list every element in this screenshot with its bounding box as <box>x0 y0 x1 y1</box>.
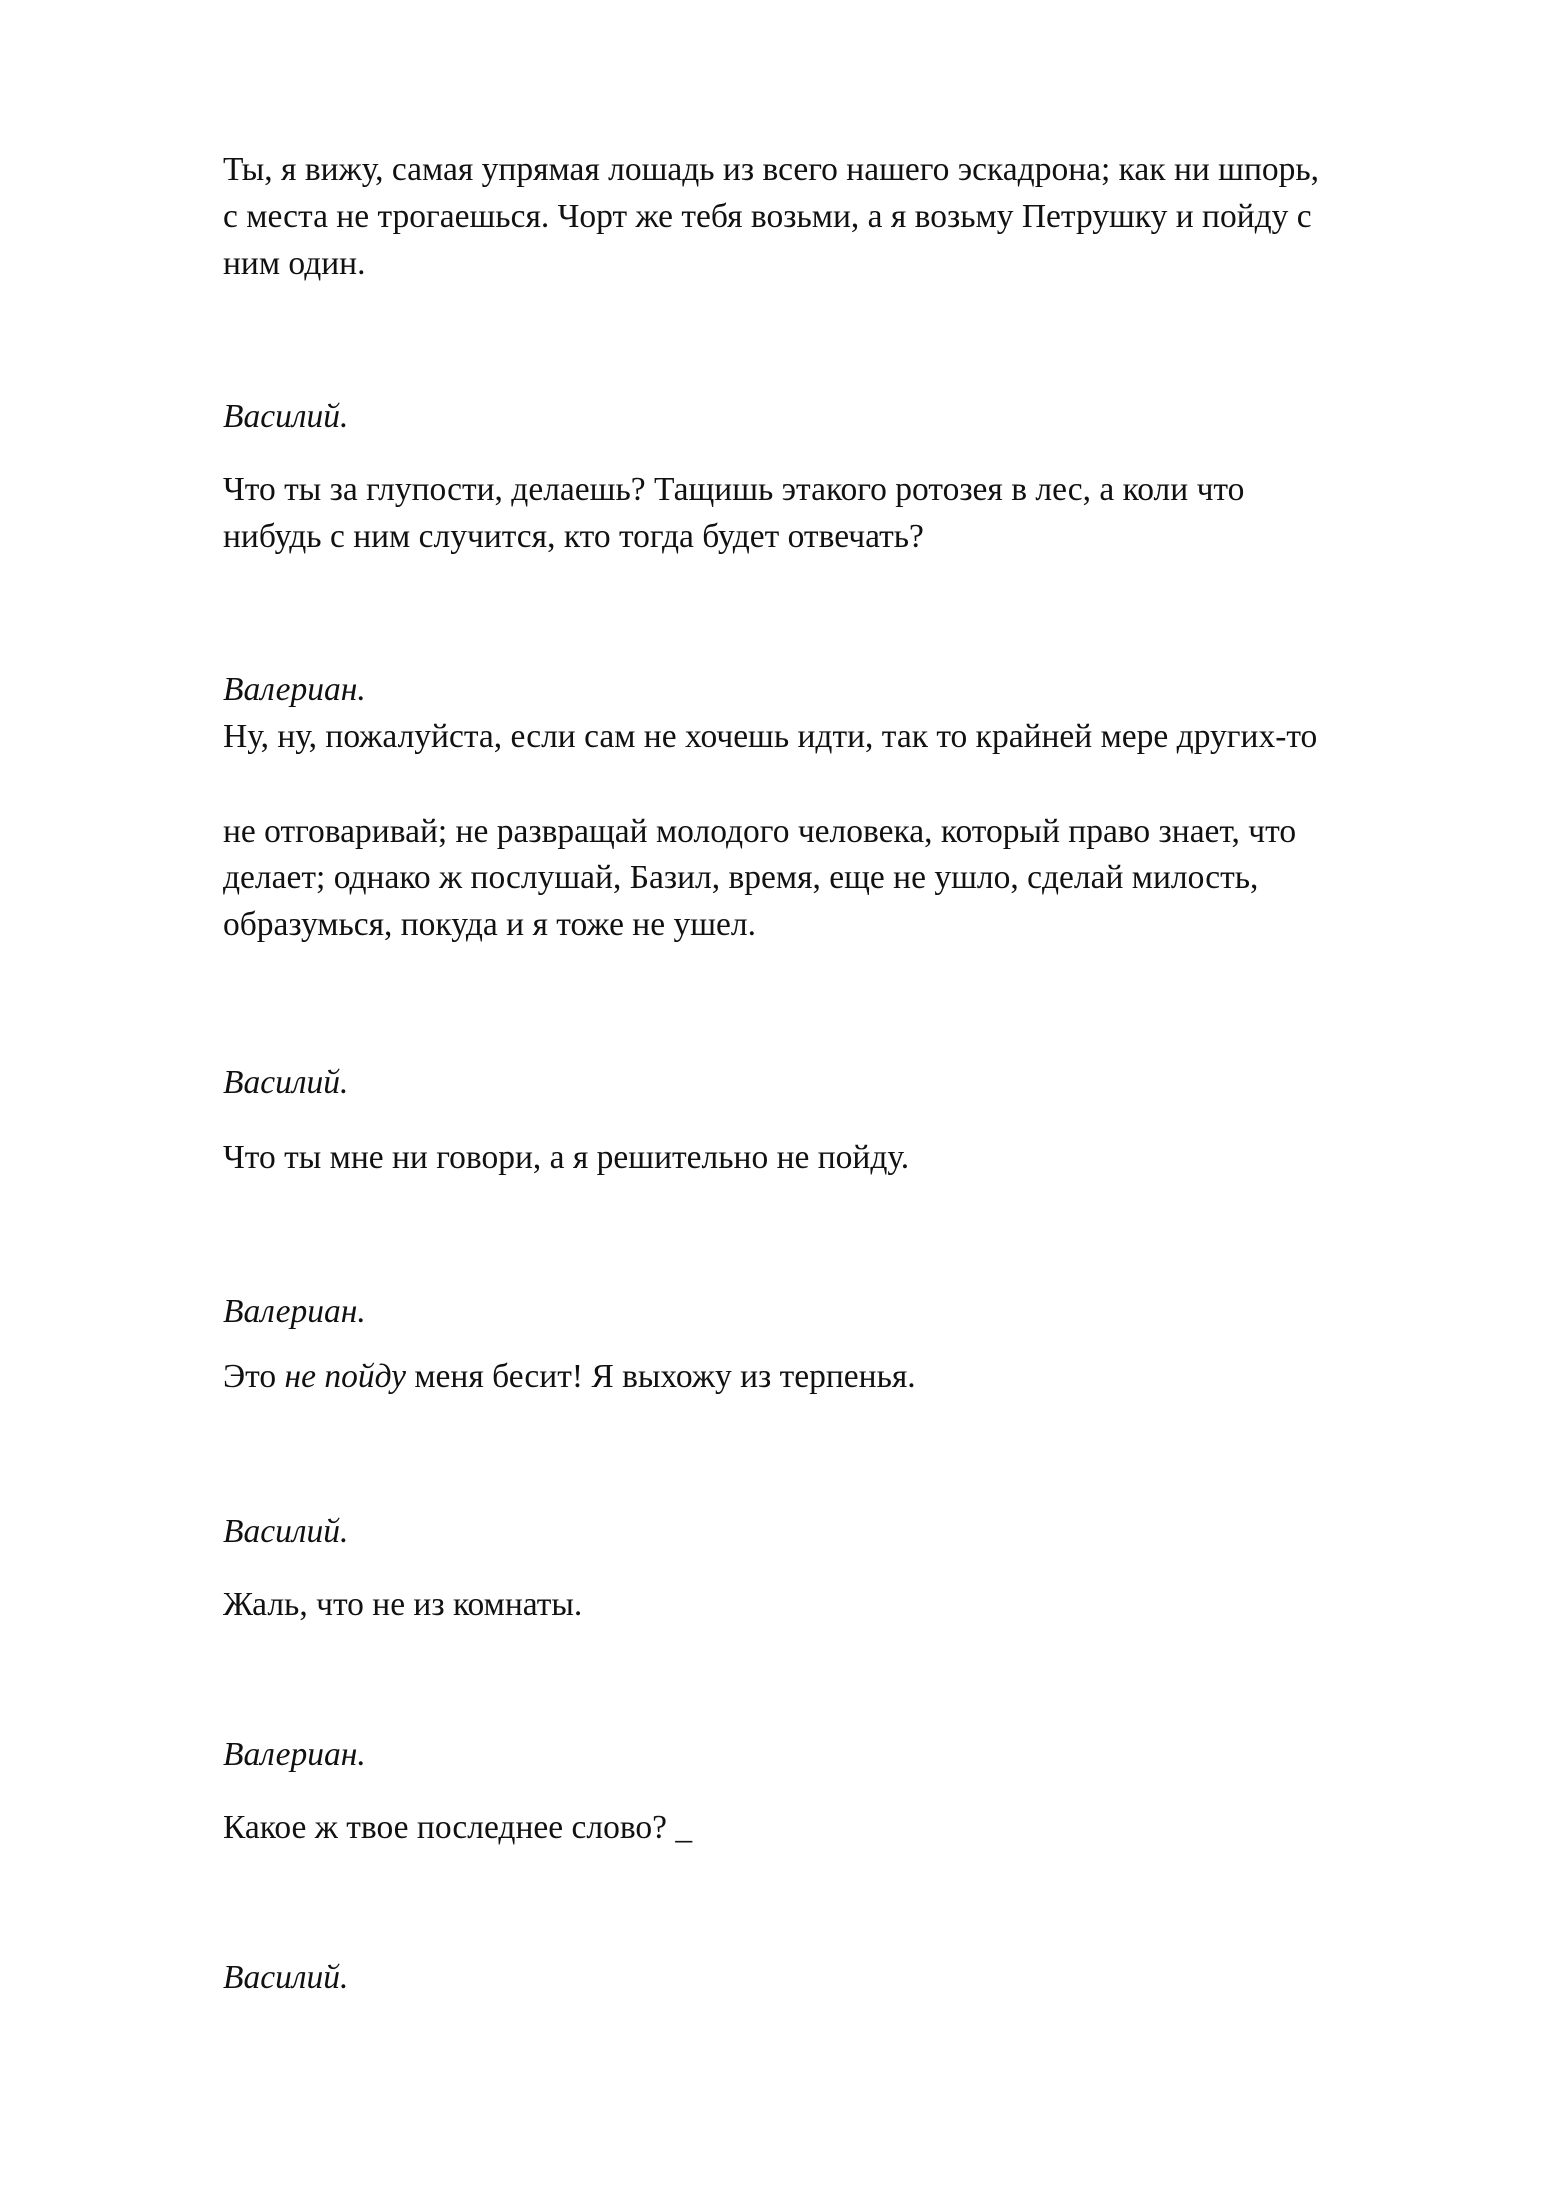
speaker-name: Василий. <box>223 1064 349 1101</box>
speech-line: Ты, я вижу, самая упрямая лошадь из всего нашего эскадрона; как ни шпорь, <box>223 151 1320 188</box>
speech-line: делает; однако ж послушай, Базил, время, еще не ушло, сделай милость, <box>223 859 1259 896</box>
speaker-name: Валериан. <box>223 1736 366 1773</box>
speech-line: Что ты мне ни говори, а я решительно не пойду. <box>223 1139 910 1176</box>
speech-text: меня бесит! Я выхожу из терпенья. <box>405 1358 916 1395</box>
speech-line: Какое ж твое последнее слово? _ <box>223 1809 693 1846</box>
speech-line: образумься, покуда и я тоже не ушел. <box>223 906 756 943</box>
speaker-name: Василий. <box>223 398 349 435</box>
speech-line: не отговаривай; не развращай молодого человека, который право знает, что <box>223 813 1297 850</box>
speech-line: ним один. <box>223 245 366 282</box>
speech-line: с места не трогаешься. Чорт же тебя возьми, а я возьму Петрушку и пойду с <box>223 198 1312 235</box>
emphasized-text: не пойду <box>284 1358 406 1395</box>
speaker-name: Валериан. <box>223 671 366 708</box>
speech-line: нибудь с ним случится, кто тогда будет отвечать? <box>223 518 924 555</box>
speech-text: Это <box>223 1358 285 1395</box>
speech-line: Жаль, что не из комнаты. <box>223 1586 583 1623</box>
speaker-name: Василий. <box>223 1959 349 1996</box>
speaker-name: Валериан. <box>223 1293 366 1330</box>
speech-line-mixed <box>223 1357 916 1397</box>
speaker-name: Василий. <box>223 1513 349 1550</box>
speech-line: Что ты за глупости, делаешь? Тащишь этакого ротозея в лес, а коли что <box>223 471 1245 508</box>
speech-line: Ну, ну, пожалуйста, если сам не хочешь идти, так то крайней мере других-то <box>223 718 1318 755</box>
